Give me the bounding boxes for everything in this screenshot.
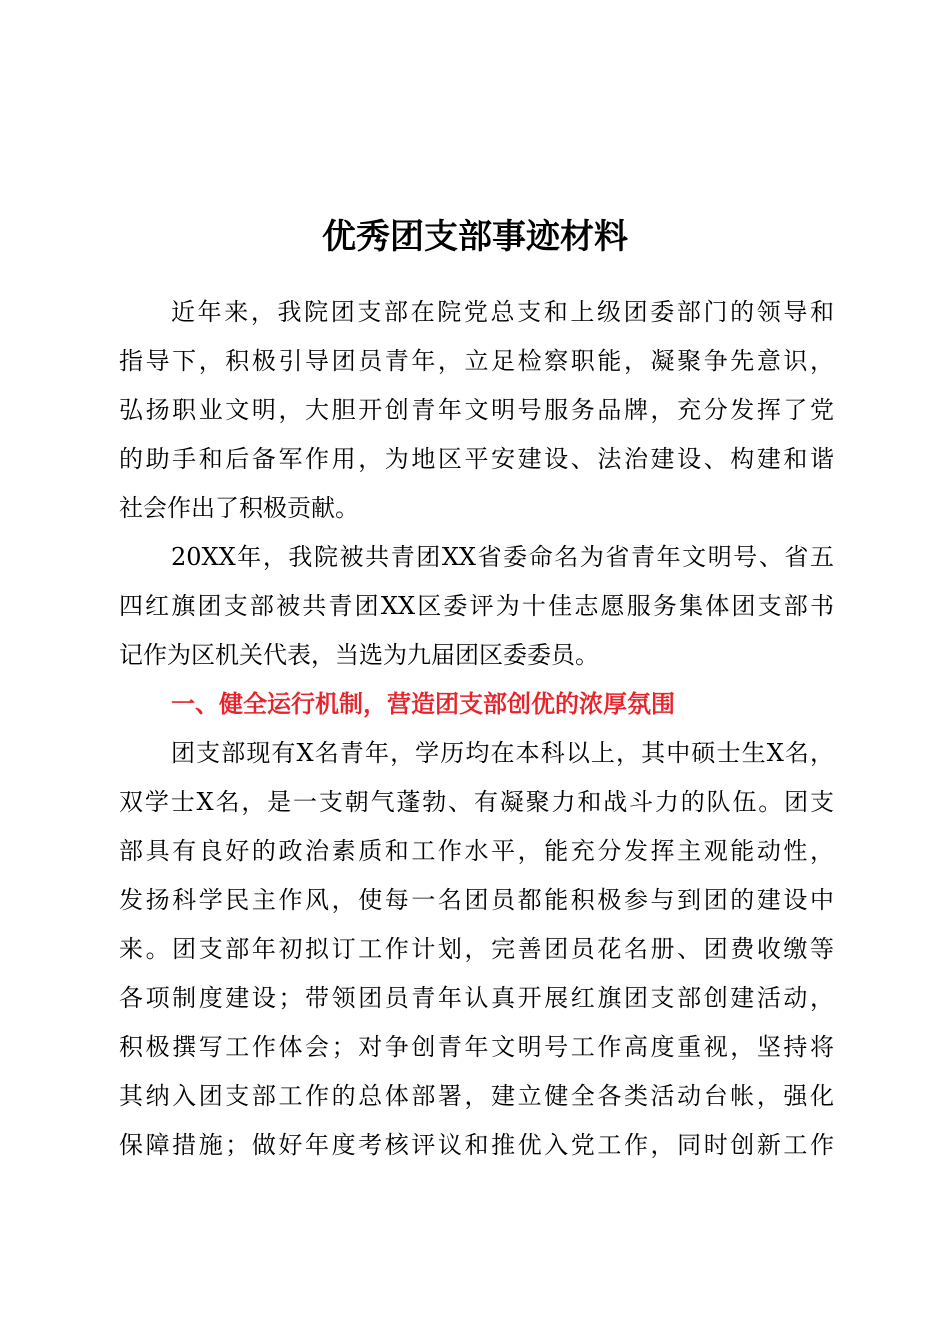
- text-line: 四红旗团支部被共青团XX区委评为十佳志愿服务集体团支部书: [119, 592, 834, 620]
- text-line: 近年来，我院团支部在院党总支和上级团委部门的领导和: [171, 298, 834, 326]
- paragraph-mechanism: [119, 729, 834, 1170]
- text-line: 保障措施；做好年度考核评议和推优入党工作，同时创新工作: [119, 1131, 834, 1159]
- text-line: 团支部现有X名青年，学历均在本科以上，其中硕士生X名，: [171, 739, 834, 767]
- section-heading: 一、健全运行机制，营造团支部创优的浓厚氛围: [171, 690, 675, 718]
- text-line: 发扬科学民主作风，使每一名团员都能积极参与到团的建设中: [119, 886, 834, 914]
- document-body: [119, 288, 834, 1170]
- text-line: 记作为区机关代表，当选为九届团区委委员。: [119, 641, 599, 669]
- text-line: 其纳入团支部工作的总体部署，建立健全各类活动台帐，强化: [119, 1082, 834, 1110]
- text-line: 来。团支部年初拟订工作计划，完善团员花名册、团费收缴等: [119, 935, 834, 963]
- paragraph-honors: [119, 533, 834, 680]
- text-line: 积极撰写工作体会；对争创青年文明号工作高度重视，坚持将: [119, 1033, 834, 1061]
- text-line: 的助手和后备军作用，为地区平安建设、法治建设、构建和谐: [119, 445, 834, 473]
- text-line: 弘扬职业文明，大胆开创青年文明号服务品牌，充分发挥了党: [119, 396, 834, 424]
- text-line: 各项制度建设；带领团员青年认真开展红旗团支部创建活动，: [119, 984, 834, 1012]
- text-line: 部具有良好的政治素质和工作水平，能充分发挥主观能动性，: [119, 837, 834, 865]
- text-line: 指导下，积极引导团员青年，立足检察职能，凝聚争先意识，: [119, 347, 834, 375]
- text-line: 双学士X名，是一支朝气蓬勃、有凝聚力和战斗力的队伍。团支: [119, 788, 834, 816]
- paragraph-intro: [119, 288, 834, 533]
- document-title: 优秀团支部事迹材料: [322, 217, 628, 257]
- text-line: 社会作出了积极贡献。: [119, 494, 359, 522]
- text-line: 20XX年，我院被共青团XX省委命名为省青年文明号、省五: [171, 543, 834, 571]
